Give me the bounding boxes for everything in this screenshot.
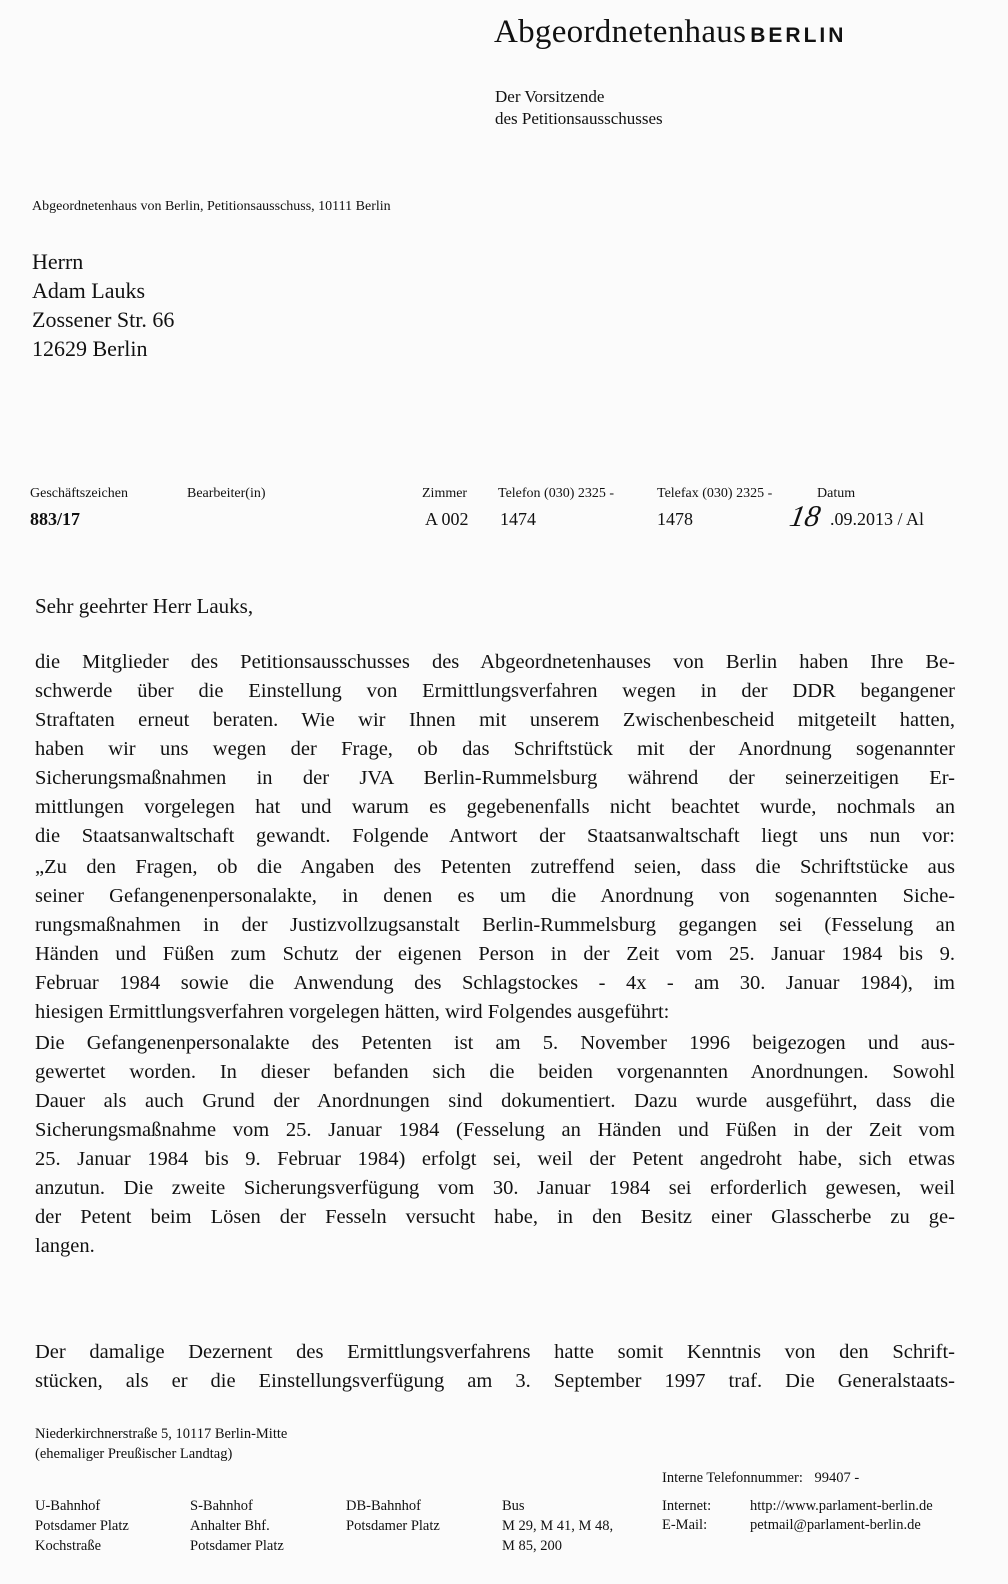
text-line: der Petent beim Lösen der Fesseln versucht habe, in den Besitz einer Glasscherbe zu ge- — [35, 1206, 955, 1228]
label-phone: Telefon (030) 2325 - — [498, 486, 615, 501]
recipient-address — [32, 247, 174, 363]
text-line: „Zu den Fragen, ob die Angaben des Petenten zutreffend seien, dass die Schriftstücke aus — [35, 856, 955, 878]
footer-dbahn — [346, 1496, 440, 1536]
text-line: Die Gefangenenpersonalakte des Petenten ist am 5. November 1996 beigezogen und aus- — [35, 1032, 955, 1054]
transit-line: Anhalter Bhf. — [190, 1518, 270, 1534]
date-value: .09.2013 / Al — [830, 509, 925, 529]
text-line: langen. — [35, 1235, 95, 1257]
paragraph-3 — [35, 1029, 955, 1261]
office-line: des Petitionsausschusses — [495, 109, 663, 128]
label-date: Datum — [817, 486, 856, 501]
internal-phone-label: Interne Telefonnummer: — [662, 1470, 803, 1486]
text-line: Straftaten erneut beraten. Wie wir Ihnen mit unserem Zwischenbescheid mitgeteilt hatten, — [35, 709, 955, 731]
text-line: Der damalige Dezernent des Ermittlungsverfahrens hatte somit Kenntnis von den Schrift- — [35, 1341, 955, 1363]
text-line: Händen und Füßen zum Schutz der eigenen Person in der Zeit vom 25. Januar 1984 bis 9. — [35, 943, 955, 965]
address-line: Adam Lauks — [32, 278, 146, 303]
phone-extension: 1474 — [500, 509, 536, 529]
label-fax: Telefax (030) 2325 - — [657, 486, 773, 501]
footer-ubahn — [35, 1496, 129, 1556]
transit-line: Potsdamer Platz — [190, 1538, 284, 1554]
room-number: A 002 — [425, 509, 469, 529]
text-line: mittlungen vorgelegen hat und warum es gegebenenfalls nicht beachtet wurde, nochmals an — [35, 796, 955, 818]
footer-address-line: Niederkirchnerstraße 5, 10117 Berlin-Mitte — [35, 1426, 288, 1442]
text-line: hiesigen Ermittlungsverfahren vorgelegen hätten, wird Folgendes ausgeführt: — [35, 1001, 670, 1023]
text-line: Dauer als auch Grund der Anordnungen sind dokumentiert. Dazu wurde ausgeführt, dass die — [35, 1090, 955, 1112]
file-number: 883/17 — [30, 509, 81, 529]
transit-line: M 29, M 41, M 48, — [502, 1518, 614, 1534]
office-line: Der Vorsitzende — [495, 87, 605, 106]
text-line: anzutun. Die zweite Sicherungsverfügung vom 30. Januar 1984 sei erforderlich gewesen, weil — [35, 1177, 955, 1199]
footer-address — [35, 1424, 287, 1464]
text-line: Februar 1984 sowie die Anwendung des Schlagstockes - 4x - am 30. Januar 1984), im — [35, 972, 955, 994]
text-line: haben wir uns wegen der Frage, ob das Schriftstück mit der Anordnung sogenannter — [35, 738, 955, 760]
transit-title: S-Bahnhof — [190, 1498, 253, 1514]
internet-label: Internet: — [662, 1498, 712, 1514]
transit-line: M 85, 200 — [502, 1538, 563, 1554]
text-line: die Mitglieder des Petitionsausschusses des Abgeordnetenhauses von Berlin haben Ihre Be- — [35, 651, 955, 673]
text-line: schwerde über die Einstellung von Ermittlungsverfahren wegen in der DDR begangener — [35, 680, 955, 702]
text-line: rungsmaßnahmen in der Justizvollzugsanstalt Berlin-Rummelsburg gegangen sei (Fesselung an — [35, 914, 955, 936]
text-line: gewertet worden. In dieser befanden sich die beiden vorgenannten Anordnungen. Sowohl — [35, 1061, 955, 1083]
transit-title: U-Bahnhof — [35, 1498, 101, 1514]
internet-link[interactable]: http://www.parlament-berlin.de — [750, 1498, 933, 1514]
internal-phone — [662, 1468, 859, 1488]
email-link[interactable]: petmail@parlament-berlin.de — [750, 1517, 921, 1533]
transit-line: Potsdamer Platz — [346, 1518, 440, 1534]
address-line: Herrn — [32, 249, 84, 274]
address-line: 12629 Berlin — [32, 336, 148, 361]
text-line: Sicherungsmaßnahmen in der JVA Berlin-Rummelsburg während der seinerzeitigen Er- — [35, 767, 955, 789]
paragraph-4 — [35, 1338, 955, 1396]
text-line: stücken, als er die Einstellungsverfügung am 3. September 1997 traf. Die Generalstaats- — [35, 1370, 955, 1392]
transit-line: Kochstraße — [35, 1538, 102, 1554]
transit-line: Potsdamer Platz — [35, 1518, 129, 1534]
footer-bus — [502, 1496, 613, 1556]
label-clerk: Bearbeiter(in) — [187, 486, 266, 501]
footer-address-line: (ehemaliger Preußischer Landtag) — [35, 1446, 233, 1462]
salutation: Sehr geehrter Herr Lauks, — [35, 594, 254, 618]
label-file-no: Geschäftszeichen — [30, 486, 128, 501]
handwritten-date-day: 18 — [787, 500, 823, 533]
sender-line: Abgeordnetenhaus von Berlin, Petitionsausschuss, 10111 Berlin — [32, 199, 391, 214]
address-line: Zossener Str. 66 — [32, 307, 175, 332]
paragraph-1 — [35, 648, 955, 851]
text-line: seiner Gefangenenpersonalakte, in denen es um die Anordnung von sogenannten Siche- — [35, 885, 955, 907]
internal-phone-value: 99407 - — [814, 1470, 860, 1486]
letterhead-name: Abgeordnetenhaus — [494, 14, 747, 50]
text-line: 25. Januar 1984 bis 9. Februar 1984) erfolgt sei, weil der Petent angedroht habe, sich etwas — [35, 1148, 955, 1170]
label-room: Zimmer — [422, 486, 468, 501]
footer-sbahn — [190, 1496, 284, 1556]
fax-extension: 1478 — [657, 509, 693, 529]
paragraph-2 — [35, 853, 955, 1027]
letterhead-city: BERLIN — [750, 24, 847, 47]
email-label: E-Mail: — [662, 1517, 708, 1533]
transit-title: Bus — [502, 1498, 525, 1514]
transit-title: DB-Bahnhof — [346, 1498, 421, 1514]
office-title — [495, 86, 663, 130]
text-line: die Staatsanwaltschaft gewandt. Folgende Antwort der Staatsanwaltschaft liegt uns nun vor: — [35, 825, 955, 847]
text-line: Sicherungsmaßnahme vom 25. Januar 1984 (Fesselung an Händen und Füßen in der Zeit vom — [35, 1119, 955, 1141]
letterhead-logo — [494, 14, 846, 51]
